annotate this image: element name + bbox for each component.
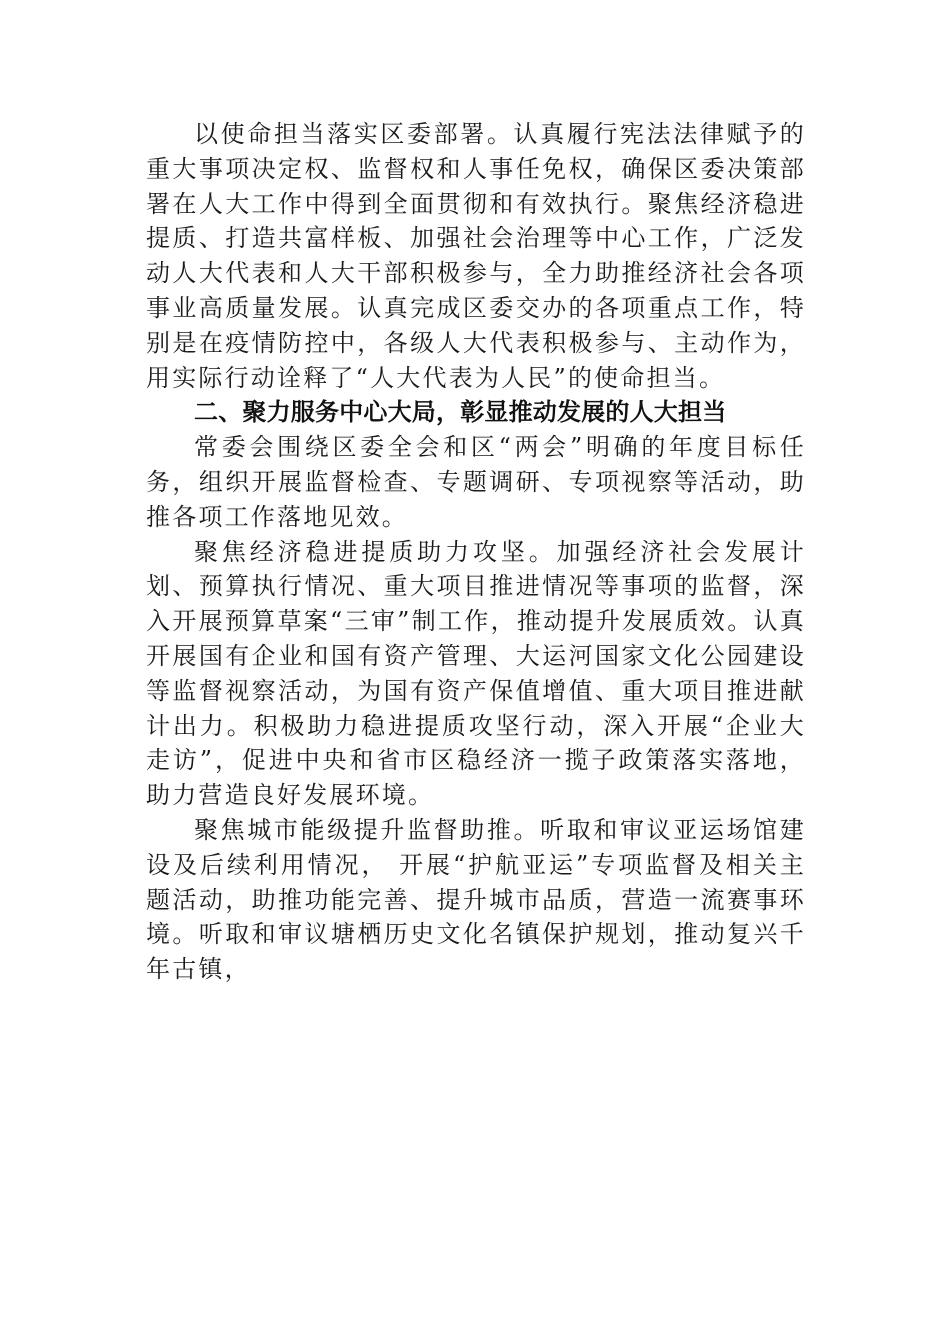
- paragraph-economy: 聚焦经济稳进提质助力攻坚。加强经济社会发展计划、预算执行情况、重大项目推进情况等事项的监督，深入开展预算草案“三审”制工作，推动提升发展质效。认真开展国有企业和国有资产管理、大运河国家文化公园建设等监督视察活动，为国有资产保值增值、重大项目推进献计出力。积极助力稳进提质攻坚行动，深入开展“企业大走访”，促进中央和省市区稳经济一揽子政策落实落地，助力营造良好发展环境。: [146, 537, 806, 810]
- section-heading: 二、聚力服务中心大局，彰显推动发展的人大担当: [194, 398, 727, 427]
- paragraph-city: 聚焦城市能级提升监督助推。听取和审议亚运场馆建设及后续利用情况， 开展“护航亚运”专项监督及相关主题活动，助推功能完善、提升城市品质，营造一流赛事环境。听取和审议塘栖历史文化名镇保护规划，推动复兴千年古镇，: [146, 815, 806, 984]
- paragraph-mission: 以使命担当落实区委部署。认真履行宪法法律赋予的重大事项决定权、监督权和人事任免权，确保区委决策部署在人大工作中得到全面贯彻和有效执行。聚焦经济稳进提质、打造共富样板、加强社会治理等中心工作，广泛发动人大代表和人大干部积极参与，全力助推经济社会各项事业高质量发展。认真完成区委交办的各项重点工作，特别是在疫情防控中，各级人大代表积极参与、主动作为，用实际行动诠释了“人大代表为人民”的使命担当。: [146, 120, 806, 392]
- paragraph-intro: 常委会围绕区委全会和区“两会”明确的年度目标任务，组织开展监督检查、专题调研、专项视察等活动，助推各项工作落地见效。: [146, 433, 806, 531]
- document-body: [146, 117, 806, 987]
